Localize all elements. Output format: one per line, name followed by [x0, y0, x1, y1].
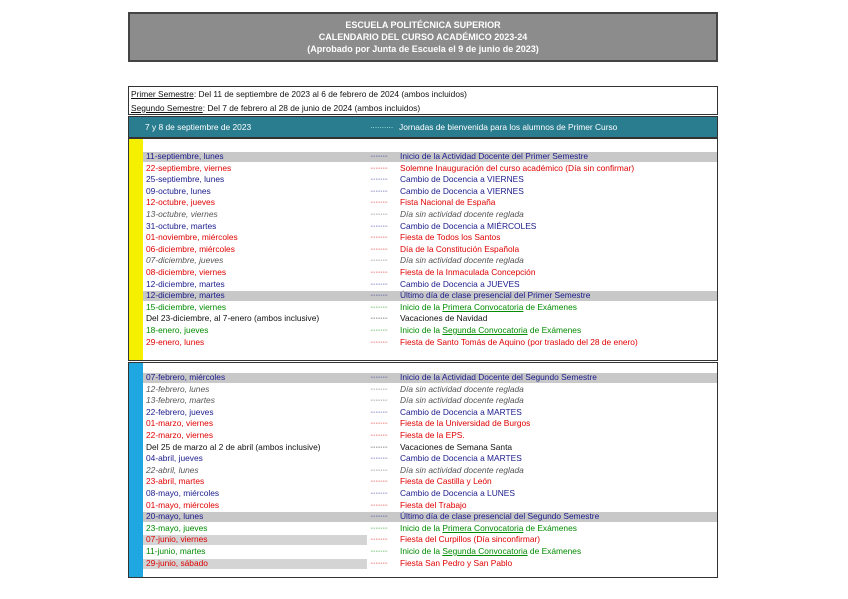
row-date: 11-septiembre, lunes	[146, 151, 224, 161]
row-event-prefix: Inicio de la	[400, 522, 443, 533]
calendar-row	[129, 407, 717, 419]
calendar-row	[129, 174, 717, 186]
row-date: 12-febrero, lunes	[146, 383, 210, 394]
row-date: 06-diciembre, miércoles	[146, 243, 235, 254]
row-event-prefix: Inicio de la	[400, 545, 443, 556]
leader-dots: ··········	[370, 397, 388, 405]
calendar-row	[129, 500, 717, 512]
leader-dots: ··········	[370, 478, 388, 486]
leader-dots: ··········	[370, 443, 388, 451]
row-date: 08-mayo, miércoles	[146, 487, 220, 498]
leader-dots: ··········	[370, 547, 388, 555]
row-event: Inicio de la Actividad Docente del Segundo Semestre	[400, 372, 597, 382]
first-semester-rows	[129, 151, 717, 348]
row-date: 29-enero, lunes	[146, 336, 205, 347]
row-event: Cambio de Docencia a MARTES	[400, 453, 522, 464]
calendar-row	[129, 244, 717, 256]
calendar-row	[129, 418, 717, 430]
leader-dots: ··········	[370, 210, 388, 218]
calendar-row	[129, 523, 717, 535]
leader-dots: ··········	[370, 559, 388, 567]
row-event: Día sin actividad docente reglada	[400, 383, 524, 394]
row-event: Fiesta de Todos los Santos	[400, 232, 501, 243]
leader-dots: ··········	[370, 268, 388, 276]
row-date: 12-diciembre, martes	[146, 290, 225, 301]
calendar-row	[129, 302, 717, 314]
row-event: Cambio de Docencia a JUEVES	[400, 278, 520, 289]
leader-dots: ··········	[370, 466, 388, 474]
calendar-row	[129, 290, 717, 302]
first-semester-table	[128, 138, 718, 361]
leader-dots: ··········	[370, 455, 388, 463]
calendar-row	[129, 163, 717, 175]
row-date: 22-febrero, jueves	[146, 406, 214, 417]
leader-dots: ··········	[370, 315, 388, 323]
row-date: 15-diciembre, viernes	[146, 301, 227, 312]
row-date: 01-mayo, miércoles	[146, 499, 220, 510]
calendar-row	[129, 151, 717, 163]
row-event: Fiesta del Curpillos (Día sinconfirmar)	[400, 534, 541, 545]
header-line-3: (Aprobado por Junta de Escuela el 9 de junio de 2023)	[307, 44, 539, 54]
calendar-row	[129, 476, 717, 488]
row-event: Fiesta San Pedro y San Pablo	[400, 557, 513, 568]
leader-dots: ··········	[370, 234, 388, 242]
row-event-suffix: de Exámenes	[527, 545, 582, 556]
leader-dots: ··········	[370, 431, 388, 439]
row-date: 01-noviembre, miércoles	[146, 232, 238, 243]
calendar-row	[129, 442, 717, 454]
row-event: Vacaciones de Semana Santa	[400, 441, 513, 452]
row-event: Día sin actividad docente reglada	[400, 464, 524, 475]
row-date: 04-abril, jueves	[146, 453, 203, 464]
calendar-row	[129, 465, 717, 477]
calendar-row	[129, 325, 717, 337]
row-event	[400, 325, 581, 337]
row-date: 08-diciembre, viernes	[146, 266, 227, 277]
second-semester-line	[129, 101, 717, 115]
row-date: 07-junio, viernes	[146, 534, 208, 545]
row-date: Del 23-diciembre, al 7-enero (ambos inclusive)	[146, 313, 320, 324]
row-event: Vacaciones de Navidad	[400, 313, 488, 324]
row-event: Último día de clase presencial del Segundo Semestre	[400, 511, 600, 522]
leader-dots: ··········	[370, 385, 388, 393]
leader-dots: ··········	[370, 501, 388, 509]
row-event-convocatoria: Segunda Convocatoria	[442, 545, 528, 556]
leader-dots: ··········	[370, 164, 388, 172]
row-date: 23-abril, martes	[146, 476, 205, 487]
calendar-row	[129, 488, 717, 500]
leader-dots: ··········	[370, 257, 388, 265]
leader-dots: ··········	[370, 513, 388, 521]
leader-dots: ··········	[370, 153, 388, 160]
row-event: Cambio de Docencia a LUNES	[400, 487, 515, 498]
welcome-date: 7 y 8 de septiembre de 2023	[145, 122, 252, 132]
calendar-row	[129, 453, 717, 465]
calendar-row	[129, 209, 717, 221]
header-line-2: CALENDARIO DEL CURSO ACADÉMICO 2023-24	[318, 32, 528, 42]
row-event-suffix: de Exámenes	[527, 324, 582, 335]
row-event: Cambio de Docencia a VIERNES	[400, 185, 524, 196]
row-date: 31-octubre, martes	[146, 220, 217, 231]
semester-summary	[128, 86, 718, 115]
row-date: 18-enero, jueves	[146, 324, 209, 335]
row-event-suffix: de Exámenes	[523, 522, 577, 533]
leader-dots: ··········	[370, 326, 388, 334]
calendar-row	[129, 511, 717, 523]
second-semester-dates: : Del 7 de febrero al 28 de junio de 2024 (ambos incluidos)	[202, 102, 421, 113]
welcome-text: Jornadas de bienvenida para los alumnos de Primer Curso	[399, 122, 618, 132]
row-date: 07-febrero, miércoles	[146, 372, 226, 382]
leader-dots: ··········	[370, 245, 388, 253]
calendar-row	[129, 430, 717, 442]
row-event: Fiesta del Trabajo	[400, 499, 467, 510]
row-date: 25-septiembre, lunes	[146, 174, 225, 185]
row-event-convocatoria: Primera Convocatoria	[442, 301, 524, 312]
leader-dots: ··········	[370, 122, 393, 132]
row-event: Cambio de Docencia a MIÉRCOLES	[400, 220, 537, 231]
second-semester-table	[128, 362, 718, 578]
leader-dots: ··········	[370, 222, 388, 230]
leader-dots: ··········	[370, 524, 388, 532]
row-event: Día de la Constitución Española	[400, 243, 520, 254]
leader-dots: ··········	[370, 420, 388, 428]
calendar-row	[129, 186, 717, 198]
leader-dots: ··········	[370, 536, 388, 544]
calendar-row	[129, 337, 717, 349]
row-date: 11-junio, martes	[146, 545, 206, 556]
calendar-row	[129, 232, 717, 244]
calendar-row	[129, 384, 717, 396]
row-event-prefix: Inicio de la	[400, 324, 443, 335]
row-event: Cambio de Docencia a MARTES	[400, 406, 522, 417]
row-event: Día sin actividad docente reglada	[400, 255, 524, 266]
row-date: 23-mayo, jueves	[146, 522, 208, 533]
row-date: 29-junio, sábado	[146, 557, 208, 568]
leader-dots: ··········	[370, 489, 388, 497]
row-event: Fiesta de Castilla y León	[400, 476, 492, 487]
row-date: 12-diciembre, martes	[146, 278, 225, 289]
leader-dots: ··········	[370, 408, 388, 416]
row-event-convocatoria: Primera Convocatoria	[442, 522, 524, 533]
row-event: Inicio de la Actividad Docente del Primer Semestre	[400, 151, 589, 161]
leader-dots: ··········	[370, 199, 388, 207]
row-date: 22-septiembre, viernes	[146, 162, 232, 173]
row-date: 20-mayo, lunes	[146, 511, 204, 522]
calendar-row	[129, 255, 717, 267]
leader-dots: ··········	[370, 280, 388, 288]
row-event	[400, 523, 577, 535]
first-semester-label: Primer Semestre	[131, 89, 194, 99]
leader-dots: ··········	[370, 187, 388, 195]
first-semester-dates: : Del 11 de septiembre de 2023 al 6 de febrero de 2024 (ambos incluidos)	[193, 89, 467, 99]
row-event: Día sin actividad docente reglada	[400, 395, 524, 406]
calendar-row	[129, 313, 717, 325]
row-date: 22-abril, lunes	[146, 464, 199, 475]
row-event-convocatoria: Segunda Convocatoria	[442, 324, 528, 335]
row-event: Solemne Inauguración del curso académico (Día sin confirmar)	[400, 162, 635, 173]
row-date: 13-octubre, viernes	[146, 208, 218, 219]
second-semester-label: Segundo Semestre	[131, 102, 203, 113]
row-event: Fiesta de la Universidad de Burgos	[400, 418, 531, 429]
calendar-row	[129, 372, 717, 384]
row-date: 01-marzo, viernes	[146, 418, 214, 429]
row-event: Fista Nacional de España	[400, 197, 496, 208]
leader-dots: ··········	[370, 338, 388, 346]
first-semester-line	[129, 87, 717, 101]
calendar-row	[129, 279, 717, 291]
row-date: Del 25 de marzo al 2 de abril (ambos inclusive)	[146, 441, 321, 452]
row-event	[400, 302, 577, 314]
row-event-prefix: Inicio de la	[400, 301, 443, 312]
leader-dots: ··········	[370, 374, 388, 381]
row-event-suffix: de Exámenes	[523, 301, 577, 312]
calendar-row	[129, 197, 717, 209]
calendar-row	[129, 395, 717, 407]
row-event: Cambio de Docencia a VIERNES	[400, 174, 524, 185]
row-event: Fiesta de Santo Tomás de Aquino (por traslado del 28 de enero)	[400, 336, 638, 347]
welcome-band	[128, 116, 718, 138]
leader-dots: ··········	[370, 303, 388, 311]
second-semester-rows	[129, 372, 717, 569]
leader-dots: ··········	[370, 176, 388, 184]
calendar-row	[129, 558, 717, 570]
row-event: Día sin actividad docente reglada	[400, 208, 524, 219]
row-date: 12-octubre, jueves	[146, 197, 215, 208]
calendar-row	[129, 546, 717, 558]
row-date: 09-octubre, lunes	[146, 185, 211, 196]
header-line-1: ESCUELA POLITÉCNICA SUPERIOR	[345, 20, 501, 30]
leader-dots: ··········	[370, 292, 388, 300]
row-event	[400, 546, 581, 558]
row-date: 22-marzo, viernes	[146, 429, 214, 440]
row-event: Fiesta de la EPS.	[400, 429, 465, 440]
calendar-row	[129, 534, 717, 546]
calendar-row	[129, 267, 717, 279]
row-event: Fiesta de la Inmaculada Concepción	[400, 266, 536, 277]
row-date: 13-febrero, martes	[146, 395, 215, 406]
calendar-header	[128, 12, 718, 62]
calendar-row	[129, 221, 717, 233]
row-event: Último día de clase presencial del Primer Semestre	[400, 290, 591, 301]
row-date: 07-diciembre, jueves	[146, 255, 224, 266]
